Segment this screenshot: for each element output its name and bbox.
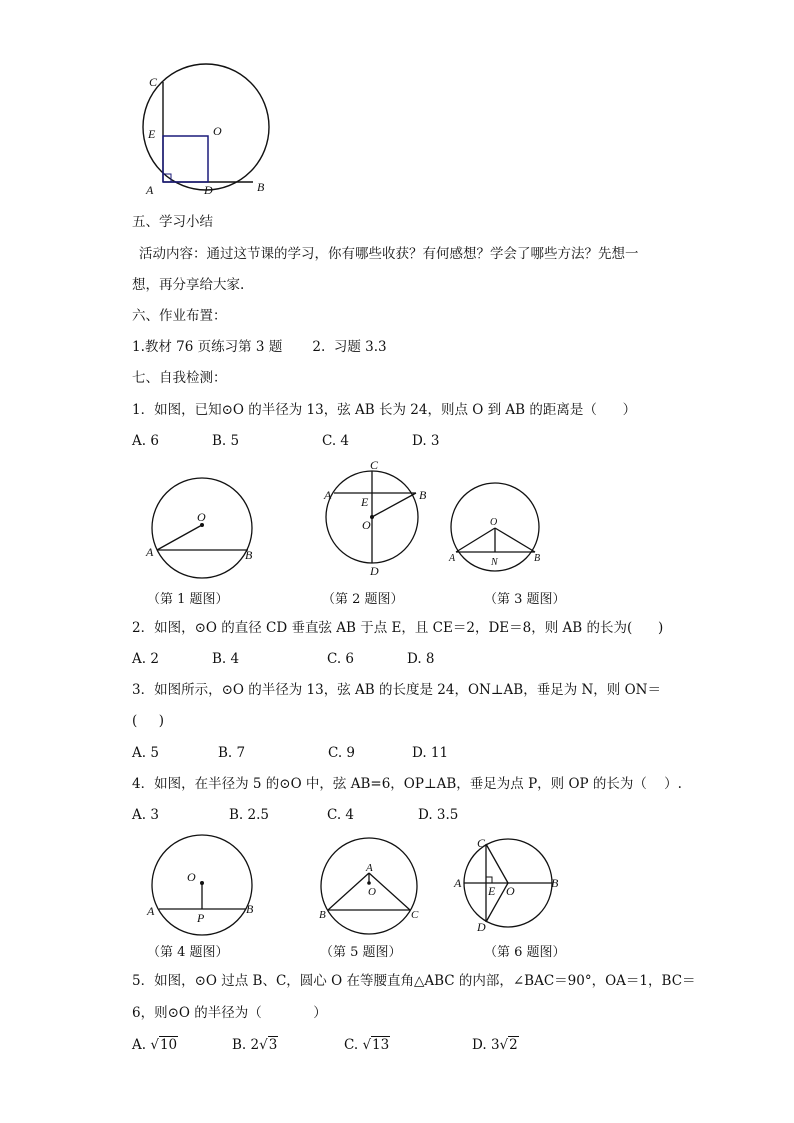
fig3-caption: （第 3 题图） <box>484 592 566 607</box>
fig5-label-a: A <box>366 862 373 874</box>
sqrt-sign: √ <box>362 1037 372 1053</box>
fig6-caption: （第 6 题图） <box>484 945 566 960</box>
q3-options <box>132 744 448 762</box>
q1-option-a[interactable]: A. 6 <box>132 433 159 449</box>
fig2-label-a: A <box>324 488 332 502</box>
fig2-label-o: O <box>362 518 371 532</box>
q2-option-b[interactable]: B. 4 <box>212 651 240 667</box>
fig3-label-o: O <box>490 517 498 528</box>
section5-content-1: 活动内容：通过这节课的学习，你有哪些收获？有何感想？学会了哪些方法？先想一 <box>139 246 639 262</box>
fig1-circle <box>152 478 252 578</box>
q2-stem: 2．如图，⊙O 的直径 CD 垂直弦 AB 于点 E，且 CE＝2，DE＝8，则 AB 的长为( ) <box>132 620 664 636</box>
fig2-label-b: B <box>419 488 427 502</box>
label-e: E <box>148 127 156 141</box>
q2-option-a[interactable]: A. 2 <box>132 651 159 667</box>
fig6-right-angle-mark <box>486 877 492 883</box>
figure-1 <box>145 475 270 585</box>
fig6-label-o: O <box>506 884 515 898</box>
fig5-label-o: O <box>368 886 376 898</box>
fig3-oa <box>456 528 495 552</box>
q1-option-c[interactable]: C. 4 <box>322 433 350 449</box>
fig4-label-p: P <box>197 911 205 925</box>
fig2-caption: （第 2 题图） <box>322 592 404 607</box>
fig3-label-a: A <box>449 553 456 564</box>
q4-stem: 4．如图，在半径为 5 的⊙O 中，弦 AB=6，OP⊥AB，垂足为点 P，则 OP 的长为（ ）. <box>132 776 682 792</box>
fig6-label-a: A <box>454 876 462 890</box>
top-circle <box>143 64 269 190</box>
q3-option-d[interactable]: D. 11 <box>412 745 449 761</box>
q4-option-c[interactable]: C. 4 <box>327 807 355 823</box>
fig5-ab <box>328 873 369 910</box>
q2-option-c[interactable]: C. 6 <box>327 651 355 667</box>
q5-option-b[interactable]: B. 2√3 <box>232 1037 278 1053</box>
fig4-label-o: O <box>187 870 196 884</box>
fig4-label-b: B <box>246 902 254 916</box>
q4-option-a[interactable]: A. 3 <box>132 807 159 823</box>
q3-option-b[interactable]: B. 7 <box>218 745 246 761</box>
q3-stem-1: 3．如图所示，⊙O 的半径为 13，弦 AB 的长度是 24，ON⊥AB，垂足为 N，则 ON＝ <box>132 682 661 698</box>
rect-aeod <box>163 136 208 182</box>
fig5-caption: （第 5 题图） <box>320 945 402 960</box>
q3-stem-2: ( ) <box>132 713 164 729</box>
label-o: O <box>213 124 222 138</box>
q5-option-d[interactable]: D. 3√2 <box>472 1037 518 1053</box>
figure-3 <box>445 480 550 575</box>
sqrt-sign: √ <box>259 1037 268 1053</box>
figure-5 <box>315 835 425 940</box>
q3-option-a[interactable]: A. 5 <box>132 745 159 761</box>
label-d: D <box>204 183 213 197</box>
top-figure <box>140 70 280 200</box>
fig2-radius-ob <box>372 493 416 517</box>
label-a: A <box>146 183 154 197</box>
label-c: C <box>149 75 158 89</box>
fig6-label-c: C <box>477 836 486 850</box>
fig4-label-a: A <box>147 904 155 918</box>
q1-option-d[interactable]: D. 3 <box>412 433 440 449</box>
fig6-label-b: B <box>551 876 559 890</box>
q5-stem-1: 5．如图，⊙O 过点 B、C，圆心 O 在等腰直角△ABC 的内部，∠BAC＝90°，OA＝1，BC＝ <box>132 973 696 989</box>
fig3-ob <box>495 528 535 552</box>
fig2-label-d: D <box>370 564 379 578</box>
fig5-label-b: B <box>319 909 326 921</box>
fig1-caption: （第 1 题图） <box>147 592 229 607</box>
fig4-caption: （第 4 题图） <box>147 945 229 960</box>
fig1-label-a: A <box>146 545 154 559</box>
figure-6 <box>450 833 565 938</box>
q4-options <box>132 806 458 824</box>
fig1-radius-oa <box>157 525 202 550</box>
fig6-label-e: E <box>488 884 496 898</box>
fig5-label-c: C <box>411 909 419 921</box>
fig6-label-d: D <box>477 920 486 934</box>
q2-options <box>132 650 435 668</box>
q5-option-c[interactable]: C. √13 <box>344 1037 390 1053</box>
fig2-label-e: E <box>361 495 369 509</box>
section7-heading: 七、自我检测： <box>132 370 227 386</box>
q1-options <box>132 432 440 450</box>
fig3-label-b: B <box>534 553 541 564</box>
q5-stem-2: 6，则⊙O 的半径为（ ） <box>132 1005 327 1021</box>
sqrt-sign: √ <box>499 1037 509 1053</box>
fig5-center-dot <box>367 881 371 885</box>
label-b: B <box>257 180 265 194</box>
q1-stem: 1．如图，已知⊙O 的半径为 13，弦 AB 长为 24，则点 O 到 AB 的距离是（ ） <box>132 402 637 418</box>
q2-option-d[interactable]: D. 8 <box>407 651 435 667</box>
fig1-label-o: O <box>197 510 206 524</box>
section5-content-2: 想，再分享给大家. <box>132 277 245 293</box>
q5-option-a[interactable]: A. √10 <box>132 1037 178 1053</box>
q4-option-d[interactable]: D. 3.5 <box>418 807 459 823</box>
q3-option-c[interactable]: C. 9 <box>328 745 356 761</box>
sqrt-sign: √ <box>150 1037 159 1053</box>
q1-option-b[interactable]: B. 5 <box>212 433 240 449</box>
fig1-label-b: B <box>245 548 253 562</box>
q4-option-b[interactable]: B. 2.5 <box>229 807 269 823</box>
fig2-label-c: C <box>370 458 379 472</box>
figure-4 <box>145 835 265 940</box>
q5-options <box>132 1036 519 1054</box>
section6-heading: 六、作业布置： <box>132 308 227 324</box>
fig4-center-dot <box>200 881 204 885</box>
figure-2 <box>320 455 430 580</box>
fig3-label-n: N <box>491 557 498 568</box>
section5-heading: 五、学习小结 <box>132 214 213 230</box>
section6-items: 1.教材 76 页练习第 3 题 2. 习题 3.3 <box>132 339 387 355</box>
